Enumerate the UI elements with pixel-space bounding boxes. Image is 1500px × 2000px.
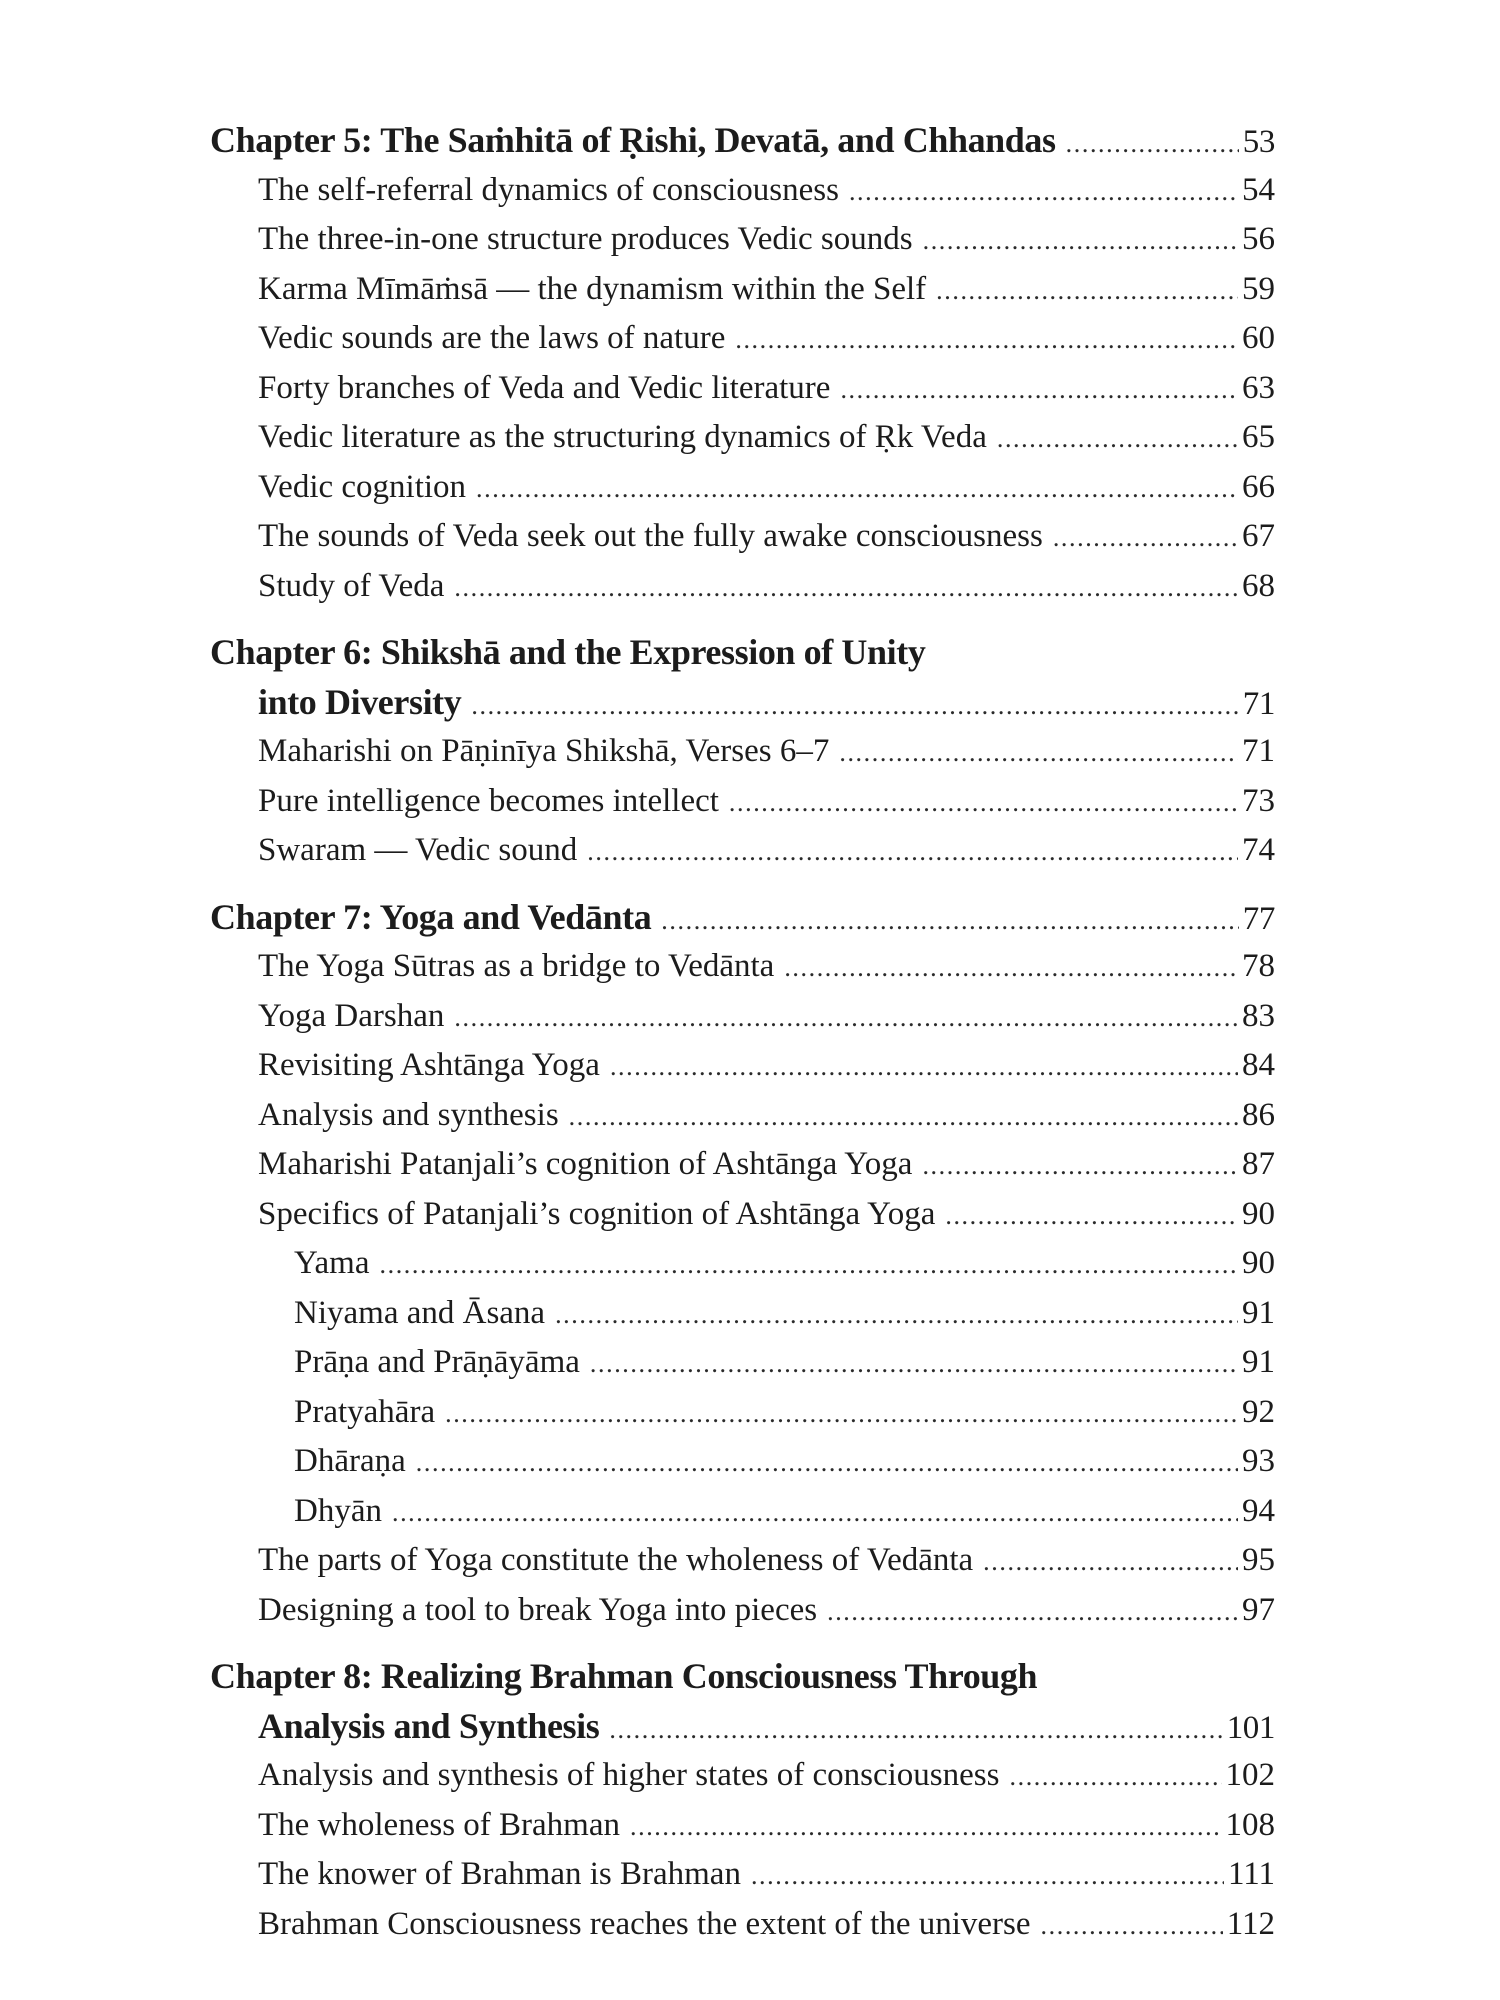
section-entry xyxy=(210,1041,1275,1091)
entry-title: Analysis and synthesis of higher states of consciousness xyxy=(258,1757,1000,1793)
page-number: 93 xyxy=(1242,1443,1275,1479)
entry-title: The three-in-one structure produces Vedic sounds xyxy=(258,221,913,257)
dot-leader xyxy=(471,681,1238,728)
dot-leader xyxy=(784,943,1238,992)
subsection-entry xyxy=(210,1338,1275,1388)
section-entry xyxy=(210,314,1275,364)
dot-leader xyxy=(610,1042,1238,1091)
entry-title: Designing a tool to break Yoga into pieces xyxy=(258,1591,818,1628)
entry-title: Maharishi on Pāṇinīya Shikshā, Verses 6–7 xyxy=(258,733,830,769)
dot-leader xyxy=(827,1587,1238,1636)
dot-leader xyxy=(923,216,1238,265)
chapter-block xyxy=(210,116,1275,611)
subsection-entry xyxy=(210,1239,1275,1289)
page-number: 65 xyxy=(1242,419,1275,455)
page-number: 59 xyxy=(1242,270,1275,307)
subsection-entry xyxy=(210,1437,1275,1487)
section-entry xyxy=(210,942,1275,992)
section-entry xyxy=(210,992,1275,1042)
entry-title: Vedic sounds are the laws of nature xyxy=(258,320,726,356)
dot-leader xyxy=(840,365,1238,414)
section-entry xyxy=(210,1801,1275,1851)
dot-leader xyxy=(983,1537,1238,1586)
section-entry xyxy=(210,826,1275,876)
entry-title: The Yoga Sūtras as a bridge to Vedānta xyxy=(258,948,775,984)
entry-title: Pure intelligence becomes intellect xyxy=(258,782,719,819)
dot-leader xyxy=(590,1339,1238,1388)
page-number: 108 xyxy=(1225,1806,1275,1843)
dot-leader xyxy=(392,1488,1238,1537)
page-number: 71 xyxy=(1242,685,1275,722)
chapter-heading xyxy=(210,678,1275,728)
subsection-entry xyxy=(210,1289,1275,1339)
entry-title: Analysis and synthesis xyxy=(258,1096,559,1133)
page-number: 112 xyxy=(1226,1905,1275,1942)
subsection-entry xyxy=(210,1487,1275,1537)
chapter-heading xyxy=(210,628,1275,678)
page-number: 86 xyxy=(1242,1096,1275,1133)
entry-title: Chapter 5: The Saṁhitā of Ṛishi, Devatā, and Chhandas xyxy=(210,120,1056,160)
entry-title: Swaram — Vedic sound xyxy=(258,832,578,868)
dot-leader xyxy=(839,728,1238,777)
entry-title: Forty branches of Veda and Vedic literature xyxy=(258,369,831,406)
dot-leader xyxy=(476,464,1238,513)
page-number: 84 xyxy=(1242,1047,1275,1083)
dot-leader xyxy=(729,778,1238,827)
entry-title: Prāṇa and Prāṇāyāma xyxy=(294,1344,580,1380)
section-entry xyxy=(210,1850,1275,1900)
dot-leader xyxy=(454,993,1238,1042)
chapter-block xyxy=(210,893,1275,1636)
page-number: 91 xyxy=(1242,1294,1275,1331)
section-entry xyxy=(210,512,1275,562)
page-number: 91 xyxy=(1242,1344,1275,1380)
page-number: 68 xyxy=(1242,567,1275,604)
page-number: 90 xyxy=(1242,1245,1275,1281)
page-number: 67 xyxy=(1242,518,1275,554)
section-entry xyxy=(210,1751,1275,1801)
entry-title: The wholeness of Brahman xyxy=(258,1806,620,1843)
entry-title: The sounds of Veda seek out the fully awake consciousness xyxy=(258,518,1043,554)
section-entry xyxy=(210,1140,1275,1190)
entry-title: The self-referral dynamics of consciousness xyxy=(258,171,839,208)
dot-leader xyxy=(751,1851,1224,1900)
entry-title: Yoga Darshan xyxy=(258,997,445,1034)
dot-leader xyxy=(445,1389,1238,1438)
entry-title: Maharishi Patanjali’s cognition of Ashtānga Yoga xyxy=(258,1146,913,1182)
section-entry xyxy=(210,1091,1275,1141)
entry-title: Pratyahāra xyxy=(294,1393,436,1430)
dot-leader xyxy=(454,563,1238,612)
entry-title: Dhyān xyxy=(294,1492,382,1529)
entry-title: Vedic cognition xyxy=(258,468,467,505)
section-entry xyxy=(210,413,1275,463)
entry-title: Analysis and Synthesis xyxy=(258,1705,600,1746)
entry-title: into Diversity xyxy=(258,681,462,722)
dot-leader xyxy=(945,1191,1238,1240)
page-number: 78 xyxy=(1242,948,1275,984)
section-entry xyxy=(210,364,1275,414)
dot-leader xyxy=(1010,1752,1222,1801)
page-number: 66 xyxy=(1242,468,1275,505)
page-number: 87 xyxy=(1242,1146,1275,1182)
section-entry xyxy=(210,727,1275,777)
dot-leader xyxy=(849,167,1238,216)
page-number: 94 xyxy=(1242,1492,1275,1529)
subsection-entry xyxy=(210,1388,1275,1438)
section-entry xyxy=(210,777,1275,827)
page-number: 92 xyxy=(1242,1393,1275,1430)
dot-leader xyxy=(555,1290,1238,1339)
section-entry xyxy=(210,1900,1275,1950)
dot-leader xyxy=(735,315,1238,364)
entry-title: Dhāraṇa xyxy=(294,1443,406,1479)
section-entry xyxy=(210,166,1275,216)
entry-title: Chapter 6: Shikshā and the Expression of Unity xyxy=(210,632,926,672)
section-entry xyxy=(210,1586,1275,1636)
section-entry xyxy=(210,265,1275,315)
page-number: 71 xyxy=(1242,733,1275,769)
chapter-heading xyxy=(210,1652,1275,1702)
dot-leader xyxy=(936,266,1238,315)
page-number: 63 xyxy=(1242,369,1275,406)
dot-leader xyxy=(587,827,1238,876)
page-number: 90 xyxy=(1242,1195,1275,1232)
dot-leader xyxy=(630,1802,1222,1851)
entry-title: The knower of Brahman is Brahman xyxy=(258,1856,741,1892)
section-entry xyxy=(210,215,1275,265)
chapter-block xyxy=(210,1652,1275,1949)
page-number: 77 xyxy=(1242,900,1275,937)
dot-leader xyxy=(416,1438,1238,1487)
entry-title: Yama xyxy=(294,1245,370,1281)
page-number: 101 xyxy=(1226,1709,1275,1746)
section-entry xyxy=(210,1536,1275,1586)
entry-title: Chapter 8: Realizing Brahman Consciousness Through xyxy=(210,1656,1038,1696)
dot-leader xyxy=(997,414,1238,463)
page-number: 54 xyxy=(1242,171,1275,208)
entry-title: The parts of Yoga constitute the wholeness of Vedānta xyxy=(258,1542,974,1578)
chapter-heading xyxy=(210,893,1275,943)
dot-leader xyxy=(380,1240,1239,1289)
chapter-heading xyxy=(210,1702,1275,1752)
page-number: 56 xyxy=(1242,221,1275,257)
entry-title: Brahman Consciousness reaches the extent of the universe xyxy=(258,1905,1031,1942)
entry-title: Specifics of Patanjali’s cognition of Ashtānga Yoga xyxy=(258,1195,936,1232)
chapter-heading xyxy=(210,116,1275,166)
page-number: 102 xyxy=(1225,1757,1275,1793)
page-number: 74 xyxy=(1242,832,1275,868)
chapter-block xyxy=(210,628,1275,876)
page-number: 53 xyxy=(1242,124,1275,160)
page-number: 95 xyxy=(1242,1542,1275,1578)
section-entry xyxy=(210,1190,1275,1240)
entry-title: Chapter 7: Yoga and Vedānta xyxy=(210,896,652,937)
page-number: 83 xyxy=(1242,997,1275,1034)
dot-leader xyxy=(1066,119,1239,166)
entry-title: Karma Mīmāṁsā — the dynamism within the Self xyxy=(258,270,927,307)
dot-leader xyxy=(1053,513,1238,562)
entry-title: Vedic literature as the structuring dynamics of Ṛk Veda xyxy=(258,419,987,455)
entry-title: Revisiting Ashtānga Yoga xyxy=(258,1047,600,1083)
table-of-contents xyxy=(210,116,1275,1966)
page-number: 60 xyxy=(1242,320,1275,356)
dot-leader xyxy=(609,1705,1222,1752)
section-entry xyxy=(210,463,1275,513)
page-number: 73 xyxy=(1242,782,1275,819)
section-entry xyxy=(210,562,1275,612)
dot-leader xyxy=(569,1092,1238,1141)
dot-leader xyxy=(661,896,1239,943)
dot-leader xyxy=(922,1141,1238,1190)
entry-title: Study of Veda xyxy=(258,567,445,604)
dot-leader xyxy=(1041,1901,1223,1950)
page-number: 111 xyxy=(1227,1856,1275,1892)
entry-title: Niyama and Āsana xyxy=(294,1294,546,1331)
page-number: 97 xyxy=(1242,1591,1275,1628)
